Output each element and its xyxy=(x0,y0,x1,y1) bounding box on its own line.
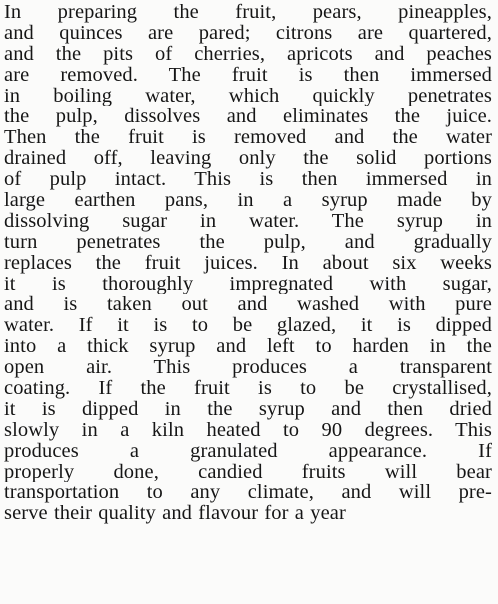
text-line: serve their quality and flavour for a year xyxy=(4,503,346,525)
text-line: and is taken out and washed with pure xyxy=(4,294,492,316)
text-line: and the pits of cherries, apricots and peaches xyxy=(4,43,492,65)
text-line: it is thoroughly impregnated with sugar, xyxy=(4,273,492,295)
text-line: open air. This produces a transparent xyxy=(4,357,492,379)
text-line: of pulp intact. This is then immersed in xyxy=(4,169,492,191)
text-line: in boiling water, which quickly penetrates xyxy=(4,85,492,107)
text-line: drained off, leaving only the solid portions xyxy=(4,148,492,170)
text-line: produces a granulated appearance. If xyxy=(4,440,492,462)
article-body xyxy=(4,2,492,524)
text-line: Then the fruit is removed and the water xyxy=(4,127,492,149)
text-line: replaces the fruit juices. In about six weeks xyxy=(4,252,492,274)
text-line: are removed. The fruit is then immersed xyxy=(4,64,492,86)
text-line: into a thick syrup and left to harden in the xyxy=(4,336,492,358)
text-line: large earthen pans, in a syrup made by xyxy=(4,190,492,211)
text-line: and quinces are pared; citrons are quartered, xyxy=(4,22,492,44)
text-line: it is dipped in the syrup and then dried xyxy=(4,398,492,420)
text-line: water. If it is to be glazed, it is dipped xyxy=(4,315,492,337)
text-line: dissolving sugar in water. The syrup in xyxy=(4,210,492,232)
text-line: properly done, candied fruits will bear xyxy=(4,461,492,483)
text-line: turn penetrates the pulp, and gradually xyxy=(4,231,492,253)
text-line: slowly in a kiln heated to 90 degrees. This xyxy=(4,419,492,441)
text-line: coating. If the fruit is to be crystallised, xyxy=(4,378,492,399)
text-line: the pulp, dissolves and eliminates the juice. xyxy=(4,106,492,128)
text-line: In preparing the fruit, pears, pineapples, xyxy=(4,2,492,23)
text-line: transportation to any climate, and will pre- xyxy=(4,482,492,504)
